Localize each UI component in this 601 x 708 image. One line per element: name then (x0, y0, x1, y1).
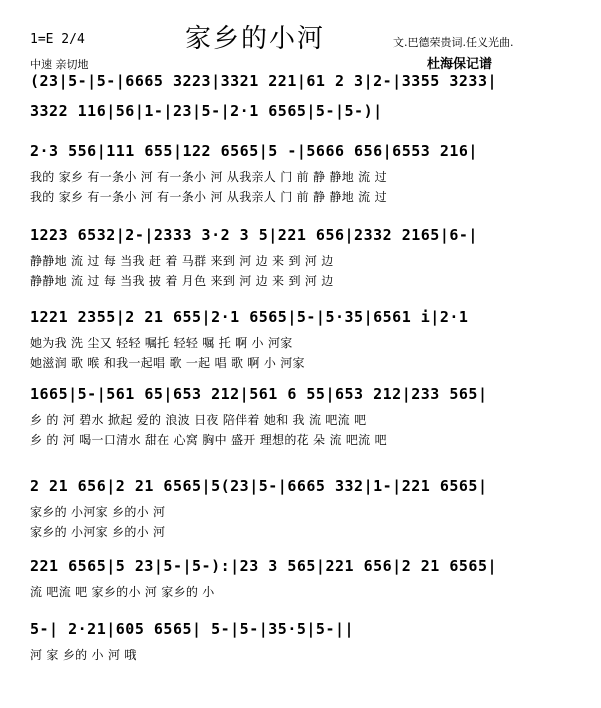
lyric-line: 她滋润 歌 喉 和我一起唱 歌 一起 唱 歌 啊 小 河家 (30, 356, 305, 370)
arranger: 杜海保记谱 (427, 57, 493, 72)
notation-line: 1221 2355|2 21 655|2·1 6565|5-|5·35|6561 i|2·1 (30, 308, 469, 326)
lyric-line: 河 家 乡的 小 河 哦 (30, 648, 137, 662)
lyric-line: 家乡的 小河家 乡的小 河 (30, 525, 166, 539)
notation-line: 2·3 556|111 655|122 6565|5 -|5666 656|6553 216| (30, 142, 478, 160)
key-signature: 1=E 2/4 (30, 32, 85, 47)
notation-line: 1665|5-|561 65|653 212|561 6 55|653 212|233 565| (30, 385, 488, 403)
song-title: 家乡的小河 (185, 24, 326, 54)
notation-line: 1223 6532|2-|2333 3·2 3 5|221 656|2332 2165|6-| (30, 226, 478, 244)
lyric-line: 流 吧流 吧 家乡的小 河 家乡的 小 (30, 585, 215, 599)
lyric-line: 静静地 流 过 每 当我 赶 着 马群 来到 河 边 来 到 河 边 (30, 254, 334, 268)
notation-line: 221 6565|5 23|5-|5-):|23 3 565|221 656|2 21 6565| (30, 557, 498, 575)
tempo-marking: 中速 亲切地 (30, 58, 89, 71)
lyric-line: 她为我 洗 尘又 轻轻 嘱托 轻轻 嘱 托 啊 小 河家 (30, 336, 293, 350)
notation-line: 3322 116|56|1-|23|5-|2·1 6565|5-|5-)| (30, 102, 383, 120)
notation-line: 5-| 2·21|605 6565| 5-|5-|35·5|5-|| (30, 620, 355, 638)
lyric-line: 家乡的 小河家 乡的小 河 (30, 505, 166, 519)
lyric-line: 乡 的 河 碧水 掀起 爱的 浪波 日夜 陪伴着 她和 我 流 吧流 吧 (30, 413, 367, 427)
credits: 文.巴德荣贵词.任义光曲. (393, 36, 514, 49)
lyric-line: 我的 家乡 有一条小 河 有一条小 河 从我亲人 门 前 静 静地 流 过 (30, 170, 387, 184)
notation-line: (23|5-|5-|6665 3223|3321 221|61 2 3|2-|3355 3233| (30, 72, 498, 90)
lyric-line: 静静地 流 过 每 当我 披 着 月色 来到 河 边 来 到 河 边 (30, 274, 334, 288)
notation-line: 2 21 656|2 21 6565|5(23|5-|6665 332|1-|221 6565| (30, 477, 488, 495)
lyric-line: 我的 家乡 有一条小 河 有一条小 河 从我亲人 门 前 静 静地 流 过 (30, 190, 387, 204)
lyric-line: 乡 的 河 喝一口清水 甜在 心窝 胸中 盛开 理想的花 朵 流 吧流 吧 (30, 433, 387, 447)
